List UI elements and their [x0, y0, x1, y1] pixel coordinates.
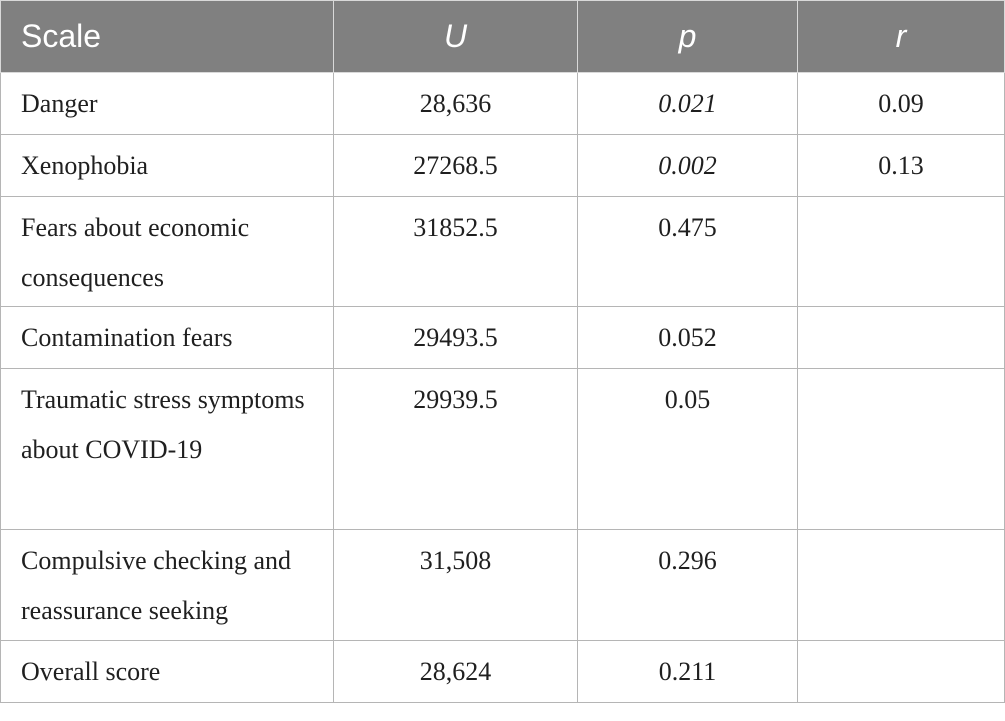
header-row: [1, 1, 1005, 73]
cell-r: 0.13: [798, 135, 1005, 197]
cell-scale: Xenophobia: [1, 135, 334, 197]
cell-p: 0.296: [578, 530, 798, 641]
cell-r: [798, 369, 1005, 530]
cell-p: 0.021: [578, 73, 798, 135]
cell-u: 28,624: [334, 641, 578, 703]
table-body: [1, 73, 1005, 703]
header-r: r: [798, 1, 1005, 73]
table-row: [1, 369, 1005, 530]
table-row: [1, 641, 1005, 703]
cell-scale: Fears about economic consequences: [1, 197, 334, 307]
cell-u: 31852.5: [334, 197, 578, 307]
table-header: [1, 1, 1005, 73]
cell-scale: Overall score: [1, 641, 334, 703]
cell-r: [798, 307, 1005, 369]
cell-p: 0.211: [578, 641, 798, 703]
header-scale: Scale: [1, 1, 334, 73]
cell-r: 0.09: [798, 73, 1005, 135]
cell-p: 0.475: [578, 197, 798, 307]
header-p: p: [578, 1, 798, 73]
cell-u: 27268.5: [334, 135, 578, 197]
cell-p: 0.052: [578, 307, 798, 369]
table-row: [1, 73, 1005, 135]
cell-u: 31,508: [334, 530, 578, 641]
cell-scale: Compulsive checking and reassurance seeking: [1, 530, 334, 641]
cell-u: 28,636: [334, 73, 578, 135]
cell-p: 0.05: [578, 369, 798, 530]
cell-u: 29493.5: [334, 307, 578, 369]
cell-r: [798, 530, 1005, 641]
cell-scale: Traumatic stress symptoms about COVID-19: [1, 369, 334, 530]
table-row: [1, 197, 1005, 307]
header-u: U: [334, 1, 578, 73]
cell-p: 0.002: [578, 135, 798, 197]
table-row: [1, 530, 1005, 641]
cell-r: [798, 641, 1005, 703]
table-row: [1, 135, 1005, 197]
cell-scale: Danger: [1, 73, 334, 135]
cell-scale: Contamination fears: [1, 307, 334, 369]
cell-r: [798, 197, 1005, 307]
table-row: [1, 307, 1005, 369]
cell-u: 29939.5: [334, 369, 578, 530]
